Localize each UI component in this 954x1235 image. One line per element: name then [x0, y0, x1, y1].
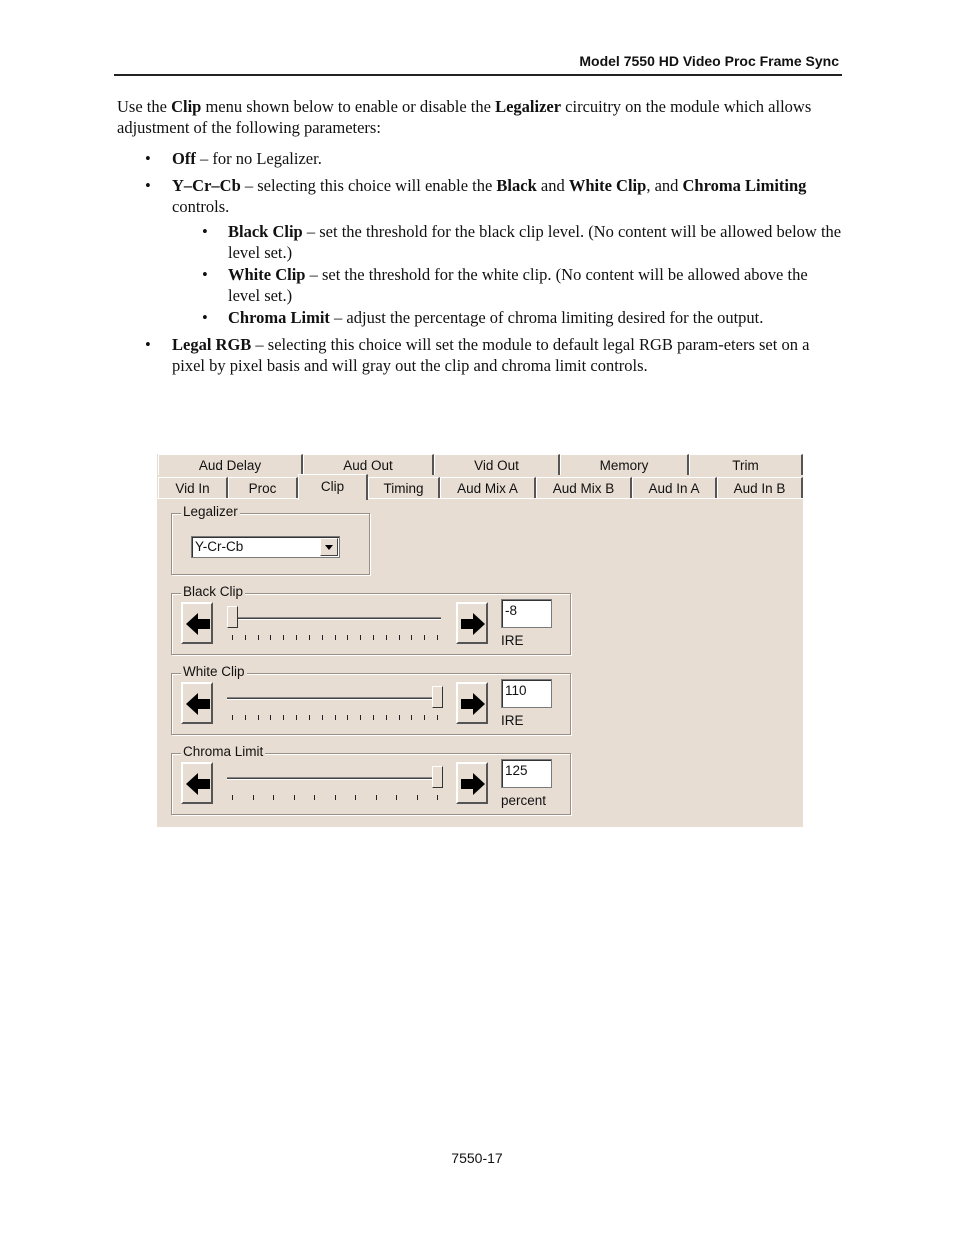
slider-track: [227, 697, 441, 700]
slider-tick: [373, 715, 374, 720]
black-clip-group: [171, 584, 571, 655]
intro-text: Use the: [117, 97, 172, 116]
white-clip-decrease-button[interactable]: [181, 682, 213, 724]
black-clip-slider[interactable]: [227, 604, 443, 644]
slider-tick: [437, 715, 438, 720]
bullet-text: – adjust the percentage of chroma limiting desired for the output.: [329, 308, 764, 327]
bullet-text: – set the threshold for the black clip level. (No content will be allowed below the level set.): [228, 222, 842, 262]
slider-tick: [355, 795, 356, 800]
sub-bullet-black-clip: [172, 221, 842, 263]
white-clip-value-input[interactable]: [501, 679, 552, 708]
slider-tick: [373, 635, 374, 640]
intro-text: circuitry on the module which allows adjustment of the following parameters:: [117, 97, 812, 137]
arrow-left-icon: [185, 612, 211, 636]
arrow-left-icon: [185, 772, 211, 796]
bullet-off: [117, 148, 842, 169]
tab-aud-mix-a[interactable]: Aud Mix A: [440, 477, 536, 498]
tab-aud-mix-b[interactable]: Aud Mix B: [536, 477, 632, 498]
slider-tick: [347, 715, 348, 720]
sub-bullet-chroma-limit: [172, 307, 842, 328]
chroma-limit-decrease-button[interactable]: [181, 762, 213, 804]
chevron-down-icon[interactable]: [320, 538, 338, 556]
slider-tick: [270, 635, 271, 640]
bullet-bold: Black: [496, 176, 537, 195]
slider-tick: [294, 795, 295, 800]
intro-bold-legalizer: Legalizer: [495, 97, 562, 116]
slider-tick: [273, 795, 274, 800]
slider-tick: [283, 635, 284, 640]
chroma-limit-value-input[interactable]: [501, 759, 552, 788]
slider-thumb[interactable]: [432, 766, 443, 788]
slider-tick: [437, 795, 438, 800]
slider-tick: [424, 715, 425, 720]
white-clip-unit: IRE: [501, 713, 524, 728]
tab-aud-in-a[interactable]: Aud In A: [632, 477, 717, 498]
sub-bullet-list: [172, 221, 842, 328]
bullet-legal-rgb: [117, 334, 842, 376]
body-text: [117, 96, 842, 382]
slider-tick: [309, 715, 310, 720]
bullet-term: White Clip: [228, 265, 306, 284]
slider-track: [227, 777, 441, 780]
slider-tick: [245, 635, 246, 640]
white-clip-value: 110: [505, 683, 527, 698]
slider-tick: [258, 635, 259, 640]
slider-tick: [335, 795, 336, 800]
chroma-limit-label: Chroma Limit: [183, 744, 264, 759]
black-clip-value: -8: [505, 603, 518, 618]
tab-aud-in-b[interactable]: Aud In B: [717, 477, 803, 498]
bullet-term: Black Clip: [228, 222, 303, 241]
chroma-limit-increase-button[interactable]: [456, 762, 488, 804]
slider-tick: [309, 635, 310, 640]
slider-tick: [411, 635, 412, 640]
bullet-ycrcb: [117, 175, 842, 328]
chroma-limit-slider[interactable]: [227, 764, 443, 804]
bullet-bold: Chroma Limiting: [682, 176, 807, 195]
slider-tick: [296, 635, 297, 640]
slider-tick: [322, 715, 323, 720]
chroma-limit-group: [171, 744, 571, 815]
bullet-text: – selecting this choice will enable the: [240, 176, 497, 195]
bullet-text: and: [536, 176, 569, 195]
slider-tick: [258, 715, 259, 720]
slider-tick: [399, 635, 400, 640]
tab-aud-out[interactable]: Aud Out: [303, 454, 434, 475]
bullet-text: – selecting this choice will set the module to default legal RGB param-eters set on a pixel by pixel basis and will gray out the clip and chroma limit controls.: [172, 335, 810, 375]
bullet-term: Off: [172, 149, 196, 168]
slider-tick: [245, 715, 246, 720]
black-clip-decrease-button[interactable]: [181, 602, 213, 644]
legalizer-value: Y-Cr-Cb: [195, 539, 244, 554]
slider-tick: [232, 795, 233, 800]
black-clip-increase-button[interactable]: [456, 602, 488, 644]
black-clip-unit: IRE: [501, 633, 524, 648]
slider-tick: [335, 635, 336, 640]
intro-paragraph: [117, 96, 842, 138]
slider-tick: [314, 795, 315, 800]
legalizer-label: Legalizer: [183, 504, 238, 519]
chroma-limit-unit: percent: [501, 793, 547, 808]
slider-tick: [411, 715, 412, 720]
slider-tick: [296, 715, 297, 720]
white-clip-group: [171, 664, 571, 735]
tab-underline: [157, 498, 803, 499]
tab-trim[interactable]: Trim: [689, 454, 803, 475]
arrow-right-icon: [460, 772, 486, 796]
bullet-text: – for no Legalizer.: [195, 149, 322, 168]
slider-tick: [347, 635, 348, 640]
slider-tick: [270, 715, 271, 720]
slider-tick: [396, 795, 397, 800]
chroma-limit-value: 125: [505, 763, 528, 778]
white-clip-slider[interactable]: [227, 684, 443, 724]
black-clip-label: Black Clip: [183, 584, 244, 599]
slider-tick: [335, 715, 336, 720]
tab-vid-in[interactable]: Vid In: [158, 477, 228, 498]
tab-proc[interactable]: Proc: [228, 477, 298, 498]
slider-tick: [322, 635, 323, 640]
tab-memory[interactable]: Memory: [560, 454, 689, 475]
bullet-list: [117, 148, 842, 376]
slider-tick: [399, 715, 400, 720]
slider-thumb[interactable]: [432, 686, 443, 708]
tab-vid-out[interactable]: Vid Out: [434, 454, 560, 475]
legalizer-dropdown[interactable]: [191, 536, 340, 558]
slider-tick: [417, 795, 418, 800]
intro-bold-clip: Clip: [171, 97, 202, 116]
slider-tick: [360, 635, 361, 640]
slider-tick: [386, 715, 387, 720]
slider-tick: [232, 635, 233, 640]
arrow-left-icon: [185, 692, 211, 716]
header-title: Model 7550 HD Video Proc Frame Sync: [579, 53, 839, 69]
black-clip-value-input[interactable]: [501, 599, 552, 628]
bullet-term: Y–Cr–Cb: [172, 176, 241, 195]
tab-aud-delay[interactable]: Aud Delay: [158, 454, 303, 475]
bullet-term: Chroma Limit: [228, 308, 330, 327]
page-number: 7550-17: [451, 1150, 503, 1166]
bullet-bold: White Clip: [568, 176, 647, 195]
slider-tick: [437, 635, 438, 640]
slider-tick: [283, 715, 284, 720]
slider-track: [227, 617, 441, 620]
bullet-text: controls.: [172, 197, 230, 216]
legalizer-group: [171, 504, 370, 575]
slider-tick: [232, 715, 233, 720]
tab-timing[interactable]: Timing: [368, 477, 440, 498]
slider-tick: [424, 635, 425, 640]
arrow-right-icon: [460, 692, 486, 716]
bullet-term: Legal RGB: [172, 335, 252, 354]
slider-tick: [376, 795, 377, 800]
arrow-right-icon: [460, 612, 486, 636]
intro-text: menu shown below to enable or disable the: [201, 97, 496, 116]
bullet-text: – set the threshold for the white clip. (No content will be allowed above the level set.): [228, 265, 808, 305]
header-rule: [114, 74, 842, 76]
clip-menu-screenshot: [157, 454, 803, 827]
slider-tick: [360, 715, 361, 720]
slider-tick: [253, 795, 254, 800]
slider-tick: [386, 635, 387, 640]
bullet-text: , and: [646, 176, 683, 195]
slider-thumb[interactable]: [227, 606, 238, 628]
sub-bullet-white-clip: [172, 264, 842, 306]
white-clip-label: White Clip: [183, 664, 245, 679]
white-clip-increase-button[interactable]: [456, 682, 488, 724]
tab-clip[interactable]: Clip: [298, 474, 368, 500]
